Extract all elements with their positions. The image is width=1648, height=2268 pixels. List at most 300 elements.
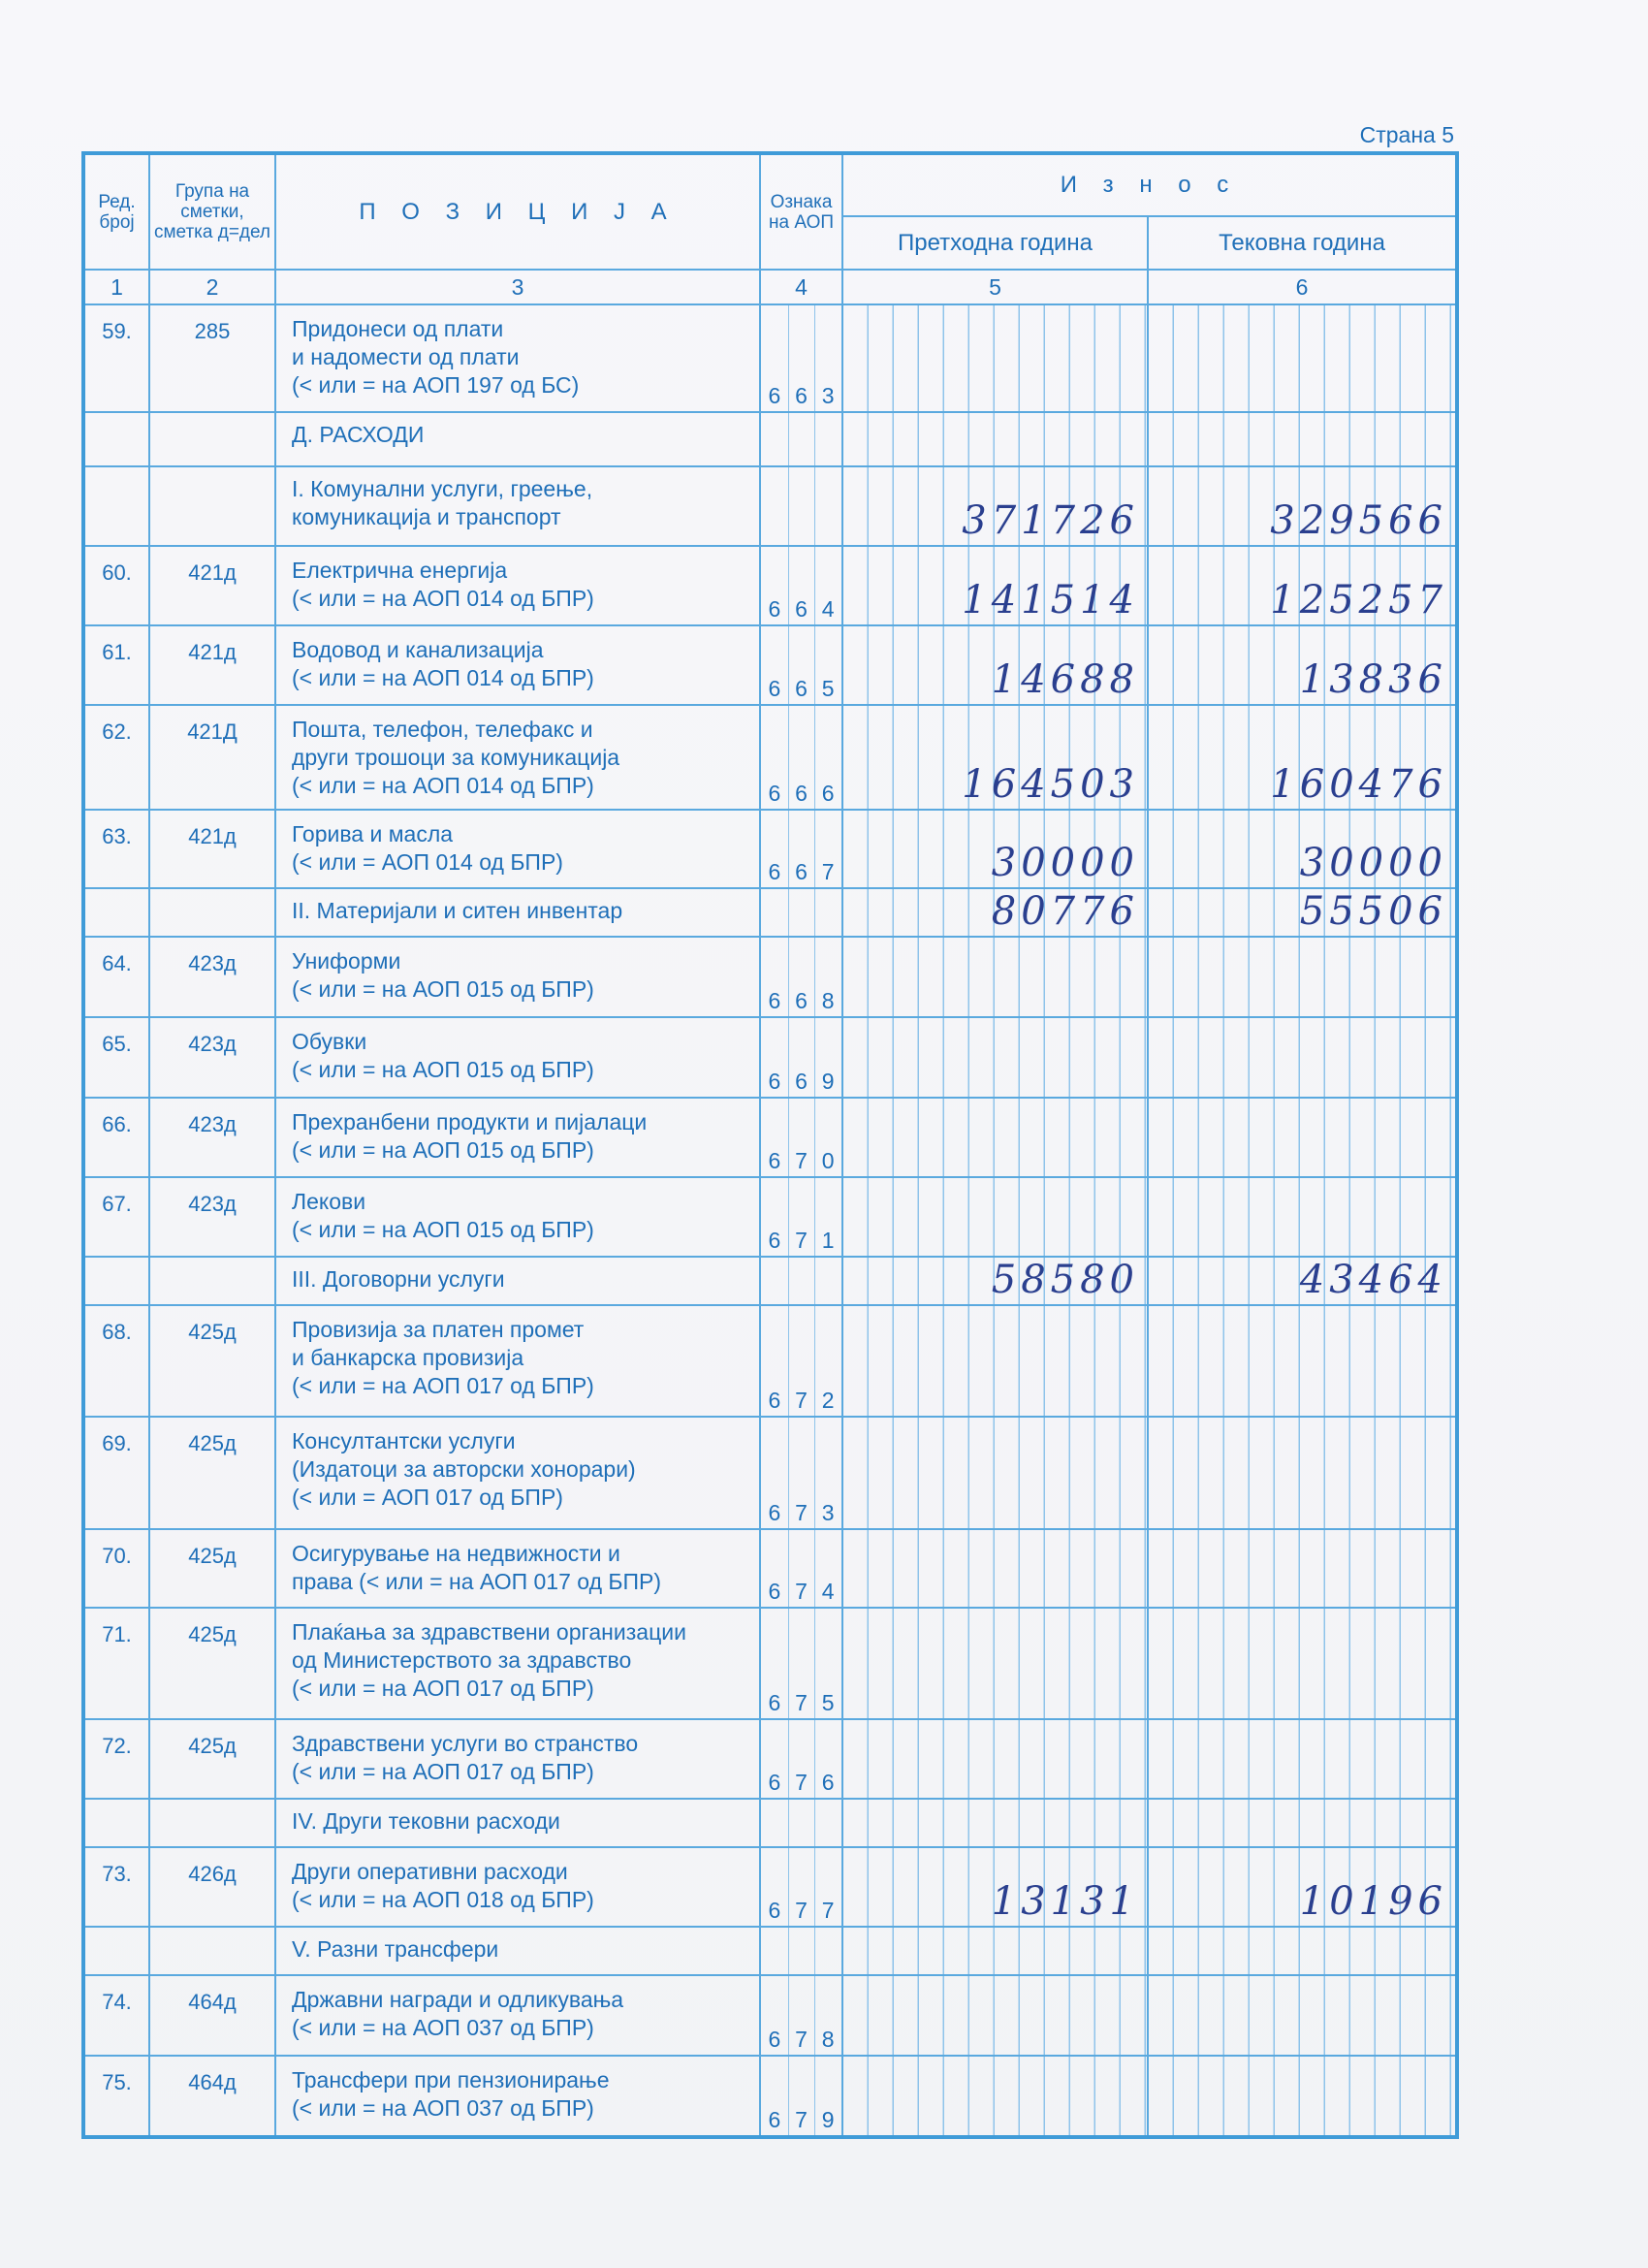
header-account-group: Група на сметки, сметка д=дел bbox=[149, 153, 275, 270]
aop-digits bbox=[761, 1228, 841, 1254]
current-year-amount-cell[interactable] bbox=[1148, 1608, 1457, 1719]
aop-digits bbox=[761, 1388, 841, 1414]
aop-digit: 7 bbox=[795, 1898, 808, 1924]
current-year-amount-cell[interactable] bbox=[1148, 810, 1457, 888]
previous-year-amount-cell[interactable] bbox=[842, 304, 1148, 412]
aop-digit: 1 bbox=[821, 1228, 835, 1253]
aop-digit: 6 bbox=[795, 1068, 808, 1094]
current-year-amount-cell[interactable] bbox=[1148, 1847, 1457, 1927]
previous-year-amount-cell[interactable] bbox=[842, 888, 1148, 937]
account-group: 425д bbox=[149, 1529, 275, 1608]
position-line: (< или = на АОП 014 од БПР) bbox=[292, 772, 594, 798]
header-aop: Ознака на АОП bbox=[760, 153, 842, 270]
aop-code bbox=[760, 1177, 842, 1257]
aop-code bbox=[760, 937, 842, 1017]
position-line: Д. РАСХОДИ bbox=[292, 422, 425, 448]
aop-digits bbox=[761, 1690, 841, 1716]
current-year-amount-cell[interactable] bbox=[1148, 1927, 1457, 1975]
table-row bbox=[83, 1847, 1457, 1927]
row-number: 62. bbox=[83, 705, 149, 810]
current-year-amount-cell[interactable] bbox=[1148, 937, 1457, 1017]
aop-digits bbox=[761, 2107, 841, 2133]
account-group: 421д bbox=[149, 810, 275, 888]
expenses-table bbox=[81, 151, 1459, 2139]
previous-year-amount-cell[interactable] bbox=[842, 1257, 1148, 1305]
account-group bbox=[149, 466, 275, 545]
table-row bbox=[83, 1529, 1457, 1608]
position-line: Други оперативни расходи bbox=[292, 1859, 568, 1885]
position-line: Провизија за платен промет bbox=[292, 1317, 585, 1343]
previous-year-amount-cell[interactable] bbox=[842, 1847, 1148, 1927]
current-year-amount: 125257 bbox=[1270, 577, 1447, 623]
position-line: и надомести од плати bbox=[292, 344, 520, 369]
aop-code bbox=[760, 810, 842, 888]
position-line: Трансфери при пензионирање bbox=[292, 2066, 610, 2092]
aop-digit: 6 bbox=[768, 2026, 781, 2052]
aop-code bbox=[760, 888, 842, 937]
aop-digit: 6 bbox=[768, 1689, 781, 1715]
position-description bbox=[275, 546, 760, 625]
account-group: 464д bbox=[149, 2056, 275, 2137]
table-row bbox=[83, 1719, 1457, 1799]
aop-digit: 3 bbox=[821, 1499, 835, 1525]
position-line: од Министерството за здравство bbox=[292, 1646, 632, 1673]
aop-digit: 6 bbox=[768, 781, 781, 807]
account-group: 425д bbox=[149, 1305, 275, 1417]
current-year-amount: 10196 bbox=[1299, 1879, 1447, 1925]
aop-digits bbox=[761, 383, 841, 409]
position-description bbox=[275, 1608, 760, 1719]
position-line: Горива и масла bbox=[292, 821, 454, 847]
position-line: Пошта, телефон, телефакс и bbox=[292, 716, 593, 742]
aop-digit: 7 bbox=[795, 1578, 808, 1604]
current-year-amount-cell[interactable] bbox=[1148, 1529, 1457, 1608]
aop-digits bbox=[761, 1898, 841, 1924]
table-row bbox=[83, 1098, 1457, 1177]
position-description bbox=[275, 1417, 760, 1528]
table-row bbox=[83, 1608, 1457, 1719]
aop-code bbox=[760, 1719, 842, 1799]
position-description bbox=[275, 888, 760, 937]
current-year-amount: 329566 bbox=[1270, 497, 1447, 543]
previous-year-amount-cell[interactable] bbox=[842, 1719, 1148, 1799]
account-group: 423д bbox=[149, 937, 275, 1017]
previous-year-amount: 30000 bbox=[991, 841, 1139, 886]
header-current-year: Тековна година bbox=[1148, 216, 1457, 270]
aop-digit: 7 bbox=[795, 1228, 808, 1253]
position-line: III. Договорни услуги bbox=[292, 1266, 505, 1292]
position-line: (< или = на АОП 015 од БПР) bbox=[292, 1216, 594, 1242]
aop-code bbox=[760, 1529, 842, 1608]
table-row bbox=[83, 888, 1457, 937]
row-number: 64. bbox=[83, 937, 149, 1017]
previous-year-amount-cell[interactable] bbox=[842, 1177, 1148, 1257]
current-year-amount-cell[interactable] bbox=[1148, 888, 1457, 937]
aop-divider bbox=[788, 889, 789, 936]
current-year-amount: 13836 bbox=[1299, 656, 1447, 702]
account-group bbox=[149, 1927, 275, 1975]
aop-digit: 6 bbox=[768, 2107, 781, 2132]
aop-code bbox=[760, 1417, 842, 1528]
aop-digit: 6 bbox=[768, 1388, 781, 1414]
position-description bbox=[275, 1719, 760, 1799]
table-row bbox=[83, 705, 1457, 810]
position-line: (< или = на АОП 017 од БПР) bbox=[292, 1373, 594, 1399]
aop-digit: 6 bbox=[768, 1228, 781, 1253]
row-number: 75. bbox=[83, 2056, 149, 2137]
position-description bbox=[275, 466, 760, 545]
header-amount: И з н о с bbox=[842, 153, 1457, 216]
row-number: 73. bbox=[83, 1847, 149, 1927]
previous-year-amount: 164503 bbox=[962, 762, 1139, 808]
account-group: 425д bbox=[149, 1417, 275, 1528]
row-number: 65. bbox=[83, 1017, 149, 1097]
aop-digit: 7 bbox=[795, 2026, 808, 2052]
aop-digit: 6 bbox=[768, 1578, 781, 1604]
previous-year-amount: 58580 bbox=[991, 1258, 1139, 1303]
position-description bbox=[275, 1305, 760, 1417]
account-group bbox=[149, 1799, 275, 1847]
position-description bbox=[275, 1177, 760, 1257]
aop-digit: 7 bbox=[795, 1147, 808, 1173]
position-line: Здравствени услуги во странство bbox=[292, 1730, 639, 1756]
position-line: IV. Други тековни расходи bbox=[292, 1808, 560, 1835]
column-number: 2 bbox=[149, 270, 275, 304]
aop-divider bbox=[814, 889, 815, 936]
page-number: Страна 5 bbox=[1359, 122, 1454, 147]
previous-year-amount-cell[interactable] bbox=[842, 1417, 1148, 1528]
column-number: 6 bbox=[1148, 270, 1457, 304]
aop-digits bbox=[761, 859, 841, 885]
current-year-amount-cell[interactable] bbox=[1148, 1719, 1457, 1799]
current-year-amount-cell[interactable] bbox=[1148, 1975, 1457, 2055]
aop-code bbox=[760, 705, 842, 810]
account-group: 421д bbox=[149, 625, 275, 705]
aop-digit: 2 bbox=[821, 1388, 835, 1414]
aop-digit: 8 bbox=[821, 2026, 835, 2052]
aop-digit: 6 bbox=[768, 595, 781, 622]
row-number bbox=[83, 412, 149, 466]
table-row bbox=[83, 1975, 1457, 2055]
position-description bbox=[275, 1927, 760, 1975]
position-line: (< или = на АОП 014 од БПР) bbox=[292, 664, 594, 690]
aop-code bbox=[760, 546, 842, 625]
aop-digit: 6 bbox=[821, 781, 835, 807]
position-description bbox=[275, 412, 760, 466]
aop-divider bbox=[788, 1800, 789, 1846]
aop-digit: 6 bbox=[795, 781, 808, 807]
aop-digits bbox=[761, 988, 841, 1014]
aop-digit: 6 bbox=[768, 1499, 781, 1525]
aop-digits bbox=[761, 781, 841, 807]
previous-year-amount-cell[interactable] bbox=[842, 625, 1148, 705]
previous-year-amount: 371726 bbox=[962, 497, 1139, 543]
row-number: 60. bbox=[83, 546, 149, 625]
table-row bbox=[83, 937, 1457, 1017]
account-group: 464д bbox=[149, 1975, 275, 2055]
position-line: Униформи bbox=[292, 948, 401, 974]
aop-code bbox=[760, 466, 842, 545]
table-row bbox=[83, 2056, 1457, 2137]
table-row bbox=[83, 304, 1457, 412]
position-line: (< или = АОП 017 од БПР) bbox=[292, 1485, 563, 1511]
position-description bbox=[275, 2056, 760, 2137]
column-number: 5 bbox=[842, 270, 1148, 304]
column-number: 3 bbox=[275, 270, 760, 304]
aop-code bbox=[760, 2056, 842, 2137]
position-line: V. Разни трансфери bbox=[292, 1936, 499, 1963]
previous-year-amount-cell[interactable] bbox=[842, 1305, 1148, 1417]
aop-digit: 5 bbox=[821, 1689, 835, 1715]
account-group bbox=[149, 412, 275, 466]
position-line: Осигурување на недвижности и bbox=[292, 1540, 620, 1566]
position-description bbox=[275, 705, 760, 810]
aop-digits bbox=[761, 2027, 841, 2053]
aop-divider bbox=[788, 1928, 789, 1974]
aop-divider bbox=[788, 467, 789, 544]
account-group: 421Д bbox=[149, 705, 275, 810]
aop-code bbox=[760, 625, 842, 705]
row-number: 69. bbox=[83, 1417, 149, 1528]
position-line: Придонеси од плати bbox=[292, 316, 504, 341]
table-row bbox=[83, 1177, 1457, 1257]
previous-year-amount-cell[interactable] bbox=[842, 937, 1148, 1017]
row-number: 67. bbox=[83, 1177, 149, 1257]
row-number bbox=[83, 1257, 149, 1305]
position-description bbox=[275, 1098, 760, 1177]
position-line: (< или = АОП 014 од БПР) bbox=[292, 849, 563, 876]
aop-code bbox=[760, 1608, 842, 1719]
previous-year-amount-cell[interactable] bbox=[842, 1529, 1148, 1608]
aop-divider bbox=[814, 1928, 815, 1974]
aop-divider bbox=[788, 1258, 789, 1304]
table-row bbox=[83, 546, 1457, 625]
aop-digit: 0 bbox=[821, 1147, 835, 1173]
table-row bbox=[83, 625, 1457, 705]
position-description bbox=[275, 304, 760, 412]
position-description bbox=[275, 1529, 760, 1608]
previous-year-amount-cell[interactable] bbox=[842, 2056, 1148, 2137]
aop-digit: 9 bbox=[821, 2107, 835, 2132]
aop-digits bbox=[761, 1069, 841, 1095]
aop-digit: 6 bbox=[768, 1147, 781, 1173]
current-year-amount-cell[interactable] bbox=[1148, 2056, 1457, 2137]
account-group: 423д bbox=[149, 1177, 275, 1257]
position-line: I. Комунални услуги, греење, bbox=[292, 476, 593, 502]
aop-digit: 6 bbox=[768, 1898, 781, 1924]
current-year-amount-cell[interactable] bbox=[1148, 1177, 1457, 1257]
header-position: П О З И Ц И Ј А bbox=[275, 153, 760, 270]
row-number bbox=[83, 466, 149, 545]
aop-code bbox=[760, 1799, 842, 1847]
row-number bbox=[83, 1927, 149, 1975]
header-row-number: Ред. број bbox=[83, 153, 149, 270]
position-line: и банкарска провизија bbox=[292, 1345, 524, 1371]
aop-digit: 6 bbox=[795, 859, 808, 885]
aop-digit: 7 bbox=[795, 1689, 808, 1715]
aop-code bbox=[760, 412, 842, 466]
current-year-amount: 160476 bbox=[1270, 762, 1447, 808]
aop-code bbox=[760, 1847, 842, 1927]
aop-digit: 6 bbox=[795, 675, 808, 701]
aop-digits bbox=[761, 596, 841, 623]
current-year-amount-cell[interactable] bbox=[1148, 412, 1457, 466]
column-number: 1 bbox=[83, 270, 149, 304]
row-number: 59. bbox=[83, 304, 149, 412]
aop-code bbox=[760, 1257, 842, 1305]
current-year-amount-cell[interactable] bbox=[1148, 1257, 1457, 1305]
row-number: 72. bbox=[83, 1719, 149, 1799]
current-year-amount-cell[interactable] bbox=[1148, 1098, 1457, 1177]
previous-year-amount: 80776 bbox=[991, 889, 1139, 935]
account-group: 421д bbox=[149, 546, 275, 625]
position-line: (< или = на АОП 037 од БПР) bbox=[292, 2094, 594, 2121]
aop-digit: 8 bbox=[821, 988, 835, 1014]
table-row bbox=[83, 1417, 1457, 1528]
table-row bbox=[83, 1927, 1457, 1975]
previous-year-amount-cell[interactable] bbox=[842, 1927, 1148, 1975]
aop-digit: 5 bbox=[821, 675, 835, 701]
current-year-amount: 55506 bbox=[1299, 889, 1447, 935]
aop-digit: 7 bbox=[795, 1388, 808, 1414]
aop-digits bbox=[761, 1770, 841, 1796]
position-description bbox=[275, 1847, 760, 1927]
current-year-amount-cell[interactable] bbox=[1148, 625, 1457, 705]
position-line: (< или = на АОП 015 од БПР) bbox=[292, 1057, 594, 1083]
previous-year-amount-cell[interactable] bbox=[842, 1799, 1148, 1847]
table-row bbox=[83, 466, 1457, 545]
aop-code bbox=[760, 1098, 842, 1177]
aop-divider bbox=[788, 413, 789, 465]
position-line: Државни награди и одликувања bbox=[292, 1987, 624, 2013]
position-line: други трошоци за комуникација bbox=[292, 744, 620, 770]
position-line: (< или = на АОП 015 од БПР) bbox=[292, 1136, 594, 1163]
aop-digit: 6 bbox=[768, 383, 781, 409]
position-line: Плаќања за здравствени организации bbox=[292, 1618, 686, 1645]
table-row bbox=[83, 412, 1457, 466]
position-description bbox=[275, 1017, 760, 1097]
previous-year-amount-cell[interactable] bbox=[842, 546, 1148, 625]
aop-code bbox=[760, 1017, 842, 1097]
current-year-amount-cell[interactable] bbox=[1148, 466, 1457, 545]
row-number: 74. bbox=[83, 1975, 149, 2055]
position-line: II. Материјали и ситен инвентар bbox=[292, 898, 623, 924]
position-line: Електрична енергија bbox=[292, 557, 508, 583]
position-line: (< или = на АОП 015 од БПР) bbox=[292, 976, 594, 1003]
aop-digit: 9 bbox=[821, 1068, 835, 1094]
account-group bbox=[149, 888, 275, 937]
current-year-amount-cell[interactable] bbox=[1148, 1417, 1457, 1528]
current-year-amount-cell[interactable] bbox=[1148, 1305, 1457, 1417]
position-line: Водовод и канализација bbox=[292, 636, 544, 662]
account-group: 423д bbox=[149, 1017, 275, 1097]
aop-code bbox=[760, 1975, 842, 2055]
column-number: 4 bbox=[760, 270, 842, 304]
account-group: 425д bbox=[149, 1608, 275, 1719]
position-line: комуникација и транспорт bbox=[292, 504, 561, 530]
aop-digit: 7 bbox=[795, 1499, 808, 1525]
previous-year-amount-cell[interactable] bbox=[842, 810, 1148, 888]
account-group: 423д bbox=[149, 1098, 275, 1177]
row-number: 68. bbox=[83, 1305, 149, 1417]
previous-year-amount-cell[interactable] bbox=[842, 1608, 1148, 1719]
position-description bbox=[275, 1257, 760, 1305]
position-line: (< или = на АОП 037 од БПР) bbox=[292, 2015, 594, 2041]
previous-year-amount-cell[interactable] bbox=[842, 1975, 1148, 2055]
position-line: Прехранбени продукти и пијалаци bbox=[292, 1108, 648, 1134]
row-number: 63. bbox=[83, 810, 149, 888]
header-previous-year: Претходна година bbox=[842, 216, 1148, 270]
position-line: права (< или = на АОП 017 од БПР) bbox=[292, 1568, 662, 1594]
row-number: 66. bbox=[83, 1098, 149, 1177]
aop-digit: 4 bbox=[821, 595, 835, 622]
aop-digits bbox=[761, 676, 841, 702]
previous-year-amount: 14688 bbox=[991, 656, 1139, 702]
row-number bbox=[83, 1799, 149, 1847]
aop-digit: 6 bbox=[768, 675, 781, 701]
table-row bbox=[83, 1305, 1457, 1417]
aop-digit: 6 bbox=[821, 1770, 835, 1796]
aop-digit: 6 bbox=[768, 1770, 781, 1796]
previous-year-amount-cell[interactable] bbox=[842, 1017, 1148, 1097]
aop-digit: 6 bbox=[795, 383, 808, 409]
position-line: (< или = на АОП 018 од БПР) bbox=[292, 1887, 594, 1913]
current-year-amount: 43464 bbox=[1299, 1258, 1447, 1303]
account-group: 285 bbox=[149, 304, 275, 412]
position-description bbox=[275, 625, 760, 705]
aop-code bbox=[760, 1927, 842, 1975]
table-row bbox=[83, 810, 1457, 888]
position-line: (< или = на АОП 017 од БПР) bbox=[292, 1675, 594, 1701]
position-description bbox=[275, 937, 760, 1017]
row-number: 71. bbox=[83, 1608, 149, 1719]
account-group: 426д bbox=[149, 1847, 275, 1927]
table-row bbox=[83, 1257, 1457, 1305]
current-year-amount-cell[interactable] bbox=[1148, 1017, 1457, 1097]
aop-code bbox=[760, 1305, 842, 1417]
position-line: Лекови bbox=[292, 1188, 366, 1214]
current-year-amount: 30000 bbox=[1299, 841, 1447, 886]
previous-year-amount-cell[interactable] bbox=[842, 466, 1148, 545]
aop-digit: 6 bbox=[768, 988, 781, 1014]
aop-digit: 6 bbox=[768, 859, 781, 885]
current-year-amount-cell[interactable] bbox=[1148, 304, 1457, 412]
previous-year-amount-cell[interactable] bbox=[842, 705, 1148, 810]
aop-digit: 6 bbox=[768, 1068, 781, 1094]
row-number: 70. bbox=[83, 1529, 149, 1608]
position-description bbox=[275, 1799, 760, 1847]
previous-year-amount: 141514 bbox=[962, 577, 1139, 623]
table-row bbox=[83, 1017, 1457, 1097]
account-group: 425д bbox=[149, 1719, 275, 1799]
current-year-amount-cell[interactable] bbox=[1148, 705, 1457, 810]
position-line: (< или = на АОП 014 од БПР) bbox=[292, 585, 594, 611]
aop-digit: 7 bbox=[821, 1898, 835, 1924]
previous-year-amount-cell[interactable] bbox=[842, 412, 1148, 466]
row-number: 61. bbox=[83, 625, 149, 705]
aop-digit: 7 bbox=[821, 859, 835, 885]
previous-year-amount-cell[interactable] bbox=[842, 1098, 1148, 1177]
position-line: (< или = на АОП 197 од БС) bbox=[292, 372, 580, 398]
aop-divider bbox=[814, 467, 815, 544]
aop-digit: 6 bbox=[795, 988, 808, 1014]
aop-digits bbox=[761, 1148, 841, 1174]
current-year-amount-cell[interactable] bbox=[1148, 1799, 1457, 1847]
aop-digit: 7 bbox=[795, 1770, 808, 1796]
position-description bbox=[275, 1975, 760, 2055]
position-line: (< или = на АОП 017 од БПР) bbox=[292, 1758, 594, 1784]
current-year-amount-cell[interactable] bbox=[1148, 546, 1457, 625]
